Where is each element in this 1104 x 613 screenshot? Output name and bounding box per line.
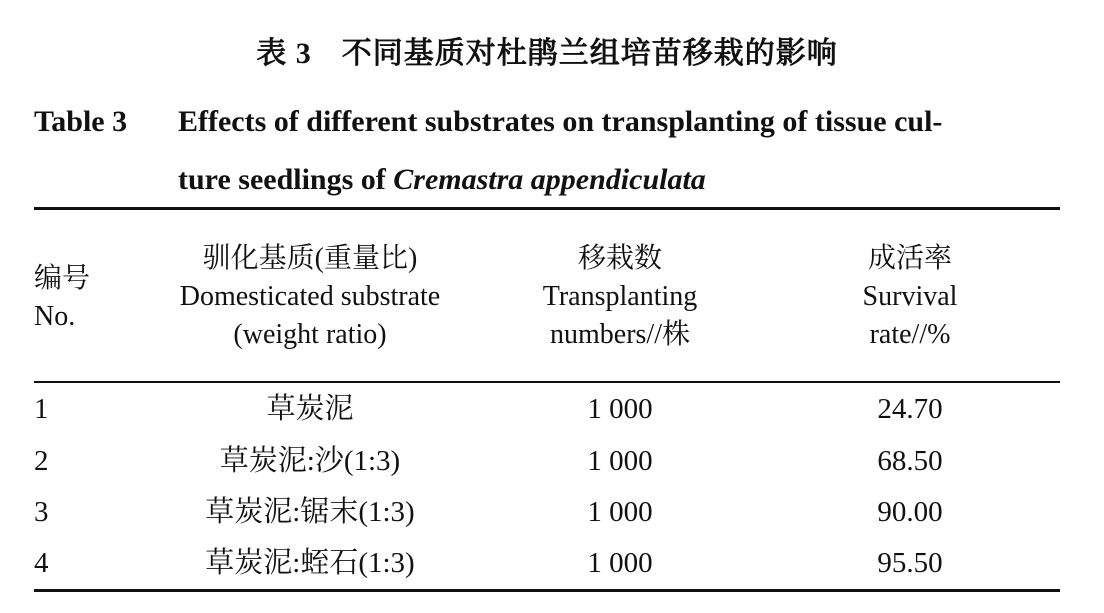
table-caption-english — [34, 93, 1064, 209]
header-no-en: No. — [34, 301, 76, 332]
table-header-rule — [34, 381, 1060, 383]
table-title-en-line-2: ture seedlings of — [178, 163, 394, 196]
cell-substrate: 草炭泥:沙(1:3) — [219, 445, 401, 477]
cell-no: 4 — [34, 547, 49, 579]
table-bottom-rule — [34, 589, 1060, 592]
table-number-en: Table 3 — [34, 105, 128, 138]
table-top-rule — [34, 207, 1060, 210]
header-numbers-cn: 移栽数 — [577, 243, 662, 274]
caption-en-line-1 — [34, 93, 1064, 151]
header-no — [34, 260, 144, 336]
header-numbers-en-1: Transplanting — [542, 281, 698, 312]
header-rate-en-2: rate//% — [869, 319, 951, 350]
cell-numbers: 1 000 — [587, 547, 653, 579]
header-rate-cn: 成活率 — [867, 243, 952, 274]
header-transplanting-numbers — [490, 240, 750, 354]
header-numbers-en-2: numbers//株 — [550, 319, 690, 350]
cell-no: 2 — [34, 445, 49, 477]
table-row — [34, 384, 1060, 435]
header-substrate-en-2: (weight ratio) — [233, 319, 387, 350]
table-row — [34, 436, 1060, 487]
table-caption-chinese — [0, 34, 1094, 74]
cell-rate: 90.00 — [877, 496, 943, 528]
table-number-cn: 表 3 — [256, 37, 312, 70]
cell-numbers: 1 000 — [587, 496, 653, 528]
table-title-cn: 不同基质对杜鹃兰组培苗移栽的影响 — [341, 37, 838, 70]
header-substrate-cn: 驯化基质(重量比) — [202, 243, 418, 274]
table-title-en-line-1: Effects of different substrates on transplanting of tissue cul- — [178, 105, 943, 138]
header-no-cn: 编号 — [34, 263, 91, 294]
header-survival-rate — [760, 240, 1060, 354]
cell-no: 1 — [34, 393, 49, 425]
cell-substrate: 草炭泥 — [266, 393, 354, 425]
species-name: Cremastra appendiculata — [393, 163, 706, 196]
header-substrate-en-1: Domesticated substrate — [179, 281, 441, 312]
header-rate-en-1: Survival — [862, 281, 958, 312]
header-substrate — [140, 240, 480, 354]
caption-en-line-2 — [34, 151, 1064, 209]
cell-rate: 95.50 — [877, 547, 943, 579]
table-row — [34, 538, 1060, 589]
cell-numbers: 1 000 — [587, 393, 653, 425]
cell-rate: 24.70 — [877, 393, 943, 425]
cell-no: 3 — [34, 496, 49, 528]
cell-substrate: 草炭泥:蛭石(1:3) — [205, 547, 415, 579]
cell-substrate: 草炭泥:锯末(1:3) — [205, 496, 415, 528]
cell-numbers: 1 000 — [587, 445, 653, 477]
table-row — [34, 487, 1060, 538]
cell-rate: 68.50 — [877, 445, 943, 477]
